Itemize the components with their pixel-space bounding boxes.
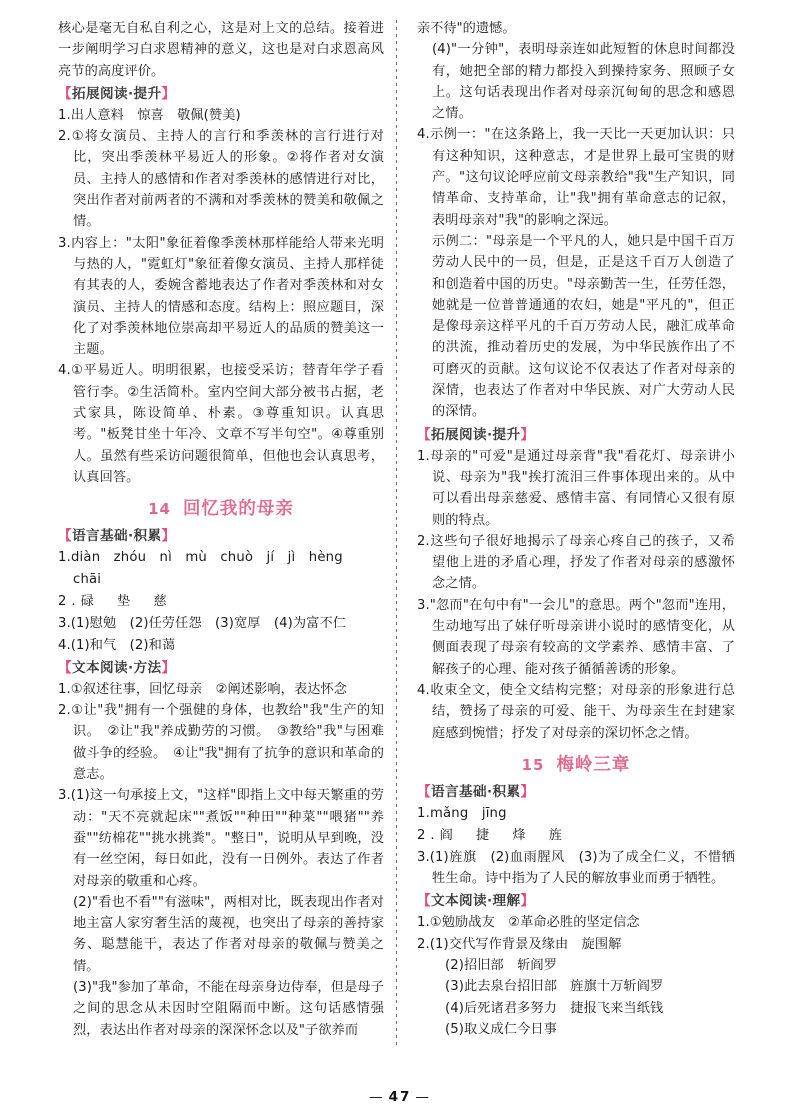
answer-sub-item: (5)取义成仁今日事 xyxy=(445,1021,557,1037)
answer-item: 3.(1)慰勉 (2)任劳任怨 (3)宽厚 (4)为富不仁 xyxy=(58,616,347,632)
answer-sub-item: (3)此去泉台招旧部 旌旗十万斩阎罗 xyxy=(445,979,664,995)
footer-dash-right: — xyxy=(415,1089,431,1105)
footer-dash-left: — xyxy=(369,1089,385,1105)
left-top-paragraph: 核心是毫无自私自利之心，这是对上文的总结。接着进一步阐明学习白求恩精神的意义，这也是对白求恩高风亮节的高度评价。 xyxy=(58,21,384,79)
section-label: 语言基础·积累 xyxy=(72,528,162,545)
answer-item: 2.这些句子很好地揭示了母亲心疼自己的孩子，又希望他上进的矛盾心理，抒发了作者对母亲的感激怀念之情。 xyxy=(417,533,735,592)
answer-item: 1.母亲的"可爱"是通过母亲背"我"看花灯、母亲讲小说、母亲为"我"挨打流泪三件事体现出来的。从中可以看出母亲慈爱、感情丰富、有同情心又很有原则的特点。 xyxy=(417,448,735,528)
bracket-open: 【 xyxy=(417,893,431,910)
answer-sub-item: 示例二："母亲是一个平凡的人，她只是中国千百万劳动人民中的一员，但是，正是这千百万人创造了和创造着中国的历史。"母亲勤苦一生，任劳任怨，她就是一位普普通通的农妇，她是"平凡的"，但正是像母亲这样平凡的千百万劳动人民，融汇成革命的洪流，推动着历史的发展，为中华民族作出了不可磨灭的贡献。这句议论不仅表达了作者对母亲的深情，也表达了作者对中华民族、对广大劳动人民的深情。 xyxy=(432,233,735,420)
bracket-open: 【 xyxy=(58,85,72,102)
chapter-title: 回忆我的母亲 xyxy=(182,499,294,520)
two-column-layout xyxy=(58,18,756,1048)
pinyin-answer-item: 1.mǎng jīng xyxy=(417,805,507,821)
section-header-text-reading-left xyxy=(58,657,384,679)
chapter-heading-15 xyxy=(417,753,735,777)
answer-item: 2.①让"我"拥有一个强健的身体，也教给"我"生产的知识。 ②让"我"养成勤劳的习惯。 ③教给"我"与困难做斗争的经验。 ④让"我"拥有了抗争的意识和革命的意志。 xyxy=(58,703,384,783)
answer-item: 2.阎 捷 烽 旌 xyxy=(417,827,567,843)
answer-item: 2.①将女演员、主持人的言行和季羡林的言行进行对比，突出季羡林平易近人的形象。②将作者对女演员、主持人的感情和作者对季羡林的感情进行对比，突出作者对前两者的不满和对季羡林的赞美和敬佩之情。 xyxy=(58,129,384,230)
section-label: 文本阅读·理解 xyxy=(431,893,521,910)
bracket-close: 】 xyxy=(520,426,535,443)
bracket-close: 】 xyxy=(161,85,176,102)
left-column xyxy=(58,18,396,1041)
answer-item: 3.(1)这一句承接上文，"这样"即指上文中每天繁重的劳动："天不亮就起床""煮饭""种田""种菜""喂猪""养蚕""纺棉花""挑水挑粪"。"整日"，说明从早到晚，没有一丝空闲，每日如此，没有一日例外。表达了作者对母亲的敬重和心疼。 xyxy=(58,788,384,889)
chapter-number: 14 xyxy=(148,500,171,519)
bracket-close: 】 xyxy=(520,893,535,910)
section-header-text-reading-right xyxy=(417,890,735,912)
chapter-number: 15 xyxy=(521,755,545,774)
pinyin-answer-item: 1.diàn zhóu nì mù chuò jí jì hèng chāi xyxy=(58,550,357,588)
answer-item: 2.碌 垫 慈 xyxy=(58,594,172,610)
answer-sub-item: (4)后死诸君多努力 捷报飞来当纸钱 xyxy=(445,1000,664,1016)
answer-item: 3.内容上："太阳"象征着像季羡林那样能给人带来光明与热的人，"霓虹灯"象征着像女演员、主持人那样徒有其表的人，委婉含蓄地表达了作者对季羡林和对女演员、主持人的情感和态度。结构上：照应题目，深化了对季羡林地位崇高却平易近人的品质的赞美这一主题。 xyxy=(58,235,384,358)
section-header-extended-reading-right xyxy=(417,424,735,446)
continuation-line: 亲不待"的遗憾。 xyxy=(417,21,516,36)
section-label: 文本阅读·方法 xyxy=(72,659,162,676)
section-label: 语言基础·积累 xyxy=(431,783,521,800)
answer-item: 3."忽而"在句中有"一会儿"的意思。两个"忽而"连用，生动地写出了妹仔听母亲讲小说时的感情变化，从侧面表现了母亲有较高的文学素养、感情丰富、了解孩子的心理、能对孩子循循善诱的形象。 xyxy=(417,597,735,677)
answer-item: 4.收束全文，使全文结构完整；对母亲的形象进行总结，赞扬了母亲的可爱、能干、为母亲生在封建家庭感到惋惜；抒发了对母亲的深切怀念之情。 xyxy=(417,682,735,741)
answer-sub-item: (2)招旧部 斩阎罗 xyxy=(445,957,557,973)
answer-item: 4.示例一："在这条路上，我一天比一天更加认识：只有这种知识，这种意志，才是世界上最可宝贵的财产。"这句议论呼应前文母亲教给"我"生产知识，同情革命、支持革命，让"我"拥有革命意志的记叙，表明母亲对"我"的影响之深远。 xyxy=(417,127,735,228)
bracket-close: 】 xyxy=(161,659,176,676)
right-column xyxy=(397,18,735,1040)
answer-item: 1.①叙述往事，回忆母亲 ②阐述影响，表达怀念 xyxy=(58,681,348,697)
bracket-close: 】 xyxy=(520,783,535,800)
section-header-extended-reading-left xyxy=(58,83,384,105)
section-label: 拓展阅读·提升 xyxy=(431,426,521,443)
answer-sub-item: (4)"一分钟"，表明母亲连如此短暂的休息时间都没有，她把全部的精力都投入到操持家务、照顾子女上。这句话表现出作者对母亲沉甸甸的思念和感恩之情。 xyxy=(432,42,735,122)
answer-item: 1.①勉励战友 ②革命必胜的坚定信念 xyxy=(417,915,640,931)
answer-item: 1.出人意料 惊喜 敬佩(赞美) xyxy=(58,107,241,123)
answer-sub-item: (3)"我"参加了革命，不能在母亲身边侍奉，但是母子之间的思念从未因时空阻隔而中断。这句话感情强烈，表达出作者对母亲的深深怀念以及"子欲养而 xyxy=(73,979,384,1038)
page-footer xyxy=(0,1089,800,1105)
answer-item: 4.①平易近人。明明很累，也接受采访；替青年学子看管行李。②生活简朴。室内空间大部分被书占据，老式家具，陈设简单、朴素。③尊重知识。认真思考。"板凳甘坐十年冷、文章不写半句空"。④尊重别人。虽然有些采访问题很简单，但他也会认真思考，认真回答。 xyxy=(58,363,384,485)
answer-sub-item: (2)"看也不看""有滋味"，两相对比，既表现出作者对地主富人家穷奢生活的蔑视，也突出了母亲的善持家务、聪慧能干，表达了作者对母亲的敬佩与赞美之情。 xyxy=(73,894,384,974)
chapter-title: 梅岭三章 xyxy=(556,754,631,775)
section-header-language-basics-left xyxy=(58,525,384,547)
section-header-language-basics-right xyxy=(417,781,735,803)
answer-item: 3.(1)旌旗 (2)血雨腥风 (3)为了成全仁义，不惜牺牲生命。诗中指为了人民的解放事业而勇于牺牲。 xyxy=(417,849,735,887)
bracket-open: 【 xyxy=(417,783,431,800)
section-label: 拓展阅读·提升 xyxy=(72,85,162,102)
answer-item: 2.(1)交代写作背景及缘由 旋围解 xyxy=(417,936,622,952)
answer-item: 4.(1)和气 (2)和蔼 xyxy=(58,637,176,653)
page-number: 47 xyxy=(388,1089,412,1105)
chapter-heading-14 xyxy=(58,497,384,521)
bracket-close: 】 xyxy=(161,528,176,545)
bracket-open: 【 xyxy=(417,426,431,443)
bracket-open: 【 xyxy=(58,659,72,676)
bracket-open: 【 xyxy=(58,528,72,545)
